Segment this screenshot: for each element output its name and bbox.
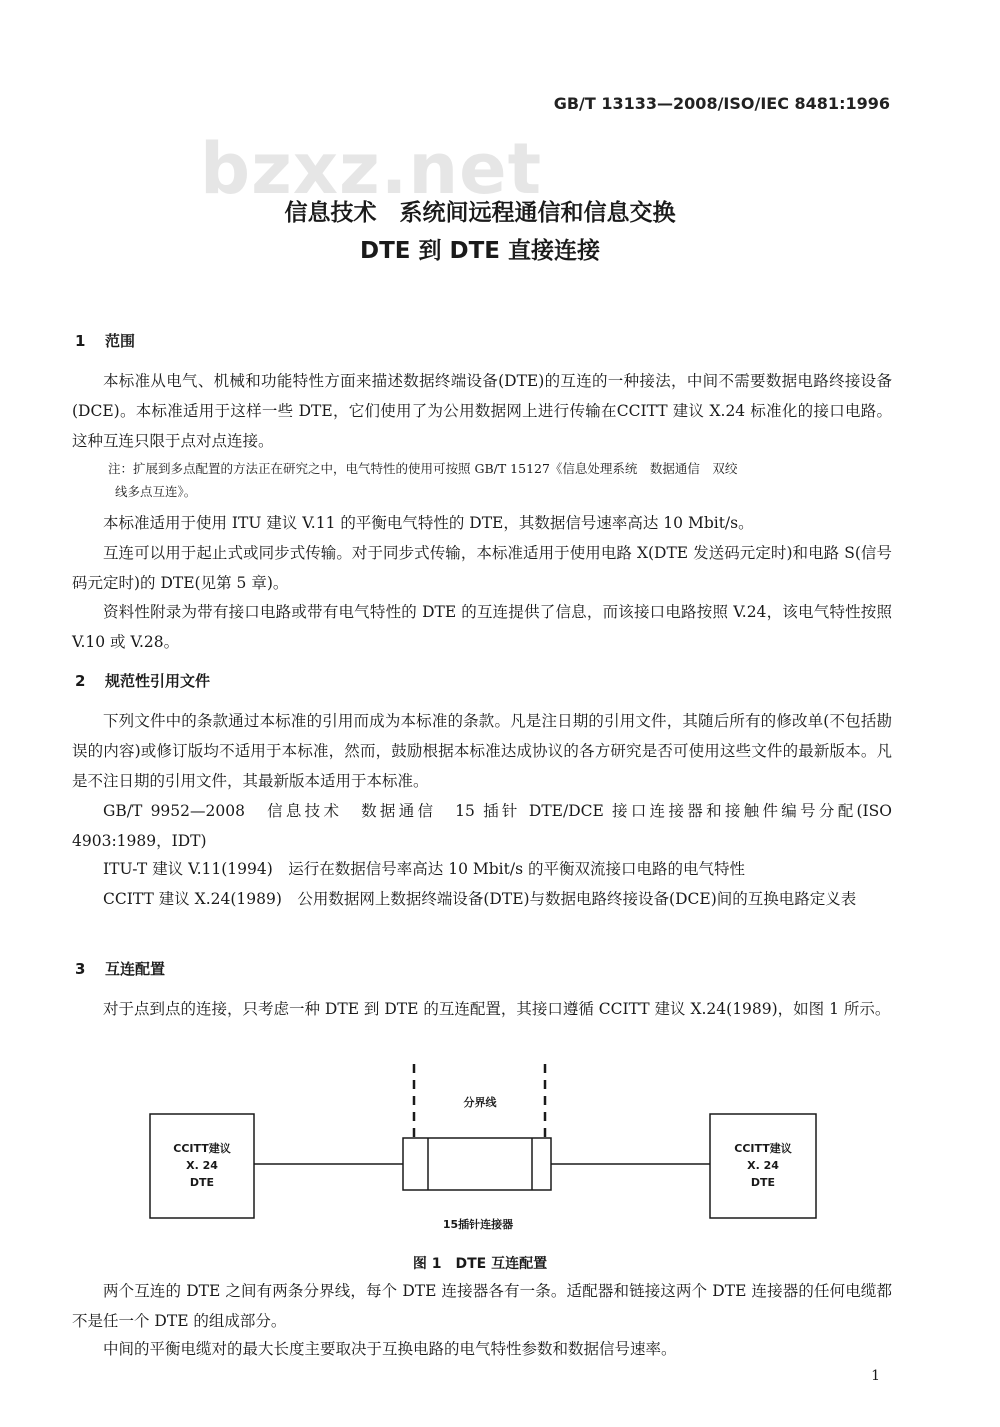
section-number: 2 xyxy=(75,672,86,690)
figure-caption: 图 1 DTE 互连配置 xyxy=(412,1256,548,1272)
standard-code: GB/T 13133—2008/ISO/IEC 8481:1996 xyxy=(553,94,890,113)
reference-2: ITU-T 建议 V.11(1994) 运行在数据信号率高达 10 Mbit/s 的平衡双流接口电路的电气特性 xyxy=(103,860,745,878)
connector-body xyxy=(403,1138,551,1190)
reference-1: GB/T 9952—2008 信息技术 数据通信 15 插针 DTE/DCE 接口连接器和接触件编号分配(ISO 4903:1989，IDT) xyxy=(72,802,892,850)
section-number: 1 xyxy=(75,332,86,350)
title-line-1: 信息技术 系统间远程通信和信息交换 xyxy=(284,200,676,226)
left-box-line-3: DTE xyxy=(189,1176,215,1189)
right-box-line-1: CCITT建议 xyxy=(734,1142,792,1155)
section-1-paragraph-4: 资料性附录为带有接口电路或带有电气特性的 DTE 的互连提供了信息，而该接口电路按照 V.24，该电气特性按照 V.10 或 V.28。 xyxy=(72,603,892,651)
right-box-line-2: X. 24 xyxy=(747,1159,779,1172)
section-1-note xyxy=(108,457,892,503)
left-box-line-1: CCITT建议 xyxy=(173,1142,231,1155)
reference-3: CCITT 建议 X.24(1989) 公用数据网上数据终端设备(DTE)与数据电路终接设备(DCE)间的互换电路定义表 xyxy=(103,890,857,908)
section-1-paragraph-1: 本标准从电气、机械和功能特性方面来描述数据终端设备(DTE)的互连的一种接法，中间不需要数据电路终接设备(DCE)。本标准适用于这样一些 DTE，它们使用了为公用数据网上进行传输在CCITT 建议 X.24 标准化的接口电路。这种互连只限于点对点连接。 xyxy=(72,372,892,450)
note-line-1: 注：扩展到多点配置的方法正在研究之中，电气特性的使用可按照 GB/T 15127《信息处理系统 数据通信 双绞 xyxy=(108,461,738,476)
section-3-heading xyxy=(75,958,165,979)
connector-label: 15插针连接器 xyxy=(442,1218,514,1231)
section-3-paragraph-1: 对于点到点的连接，只考虑一种 DTE 到 DTE 的互连配置，其接口遵循 CCITT 建议 X.24(1989)，如图 1 所示。 xyxy=(103,1000,891,1018)
section-2-paragraph-1: 下列文件中的条款通过本标准的引用而成为本标准的条款。凡是注日期的引用文件，其随后所有的修改单(不包括勘误的内容)或修订版均不适用于本标准，然而，鼓励根据本标准达成协议的各方研究是否可使用这些文件的最新版本。凡是不注日期的引用文件，其最新版本适用于本标准。 xyxy=(72,712,892,790)
left-box-line-2: X. 24 xyxy=(186,1159,218,1172)
section-1-heading xyxy=(75,330,135,351)
section-3-paragraph-2: 两个互连的 DTE 之间有两条分界线，每个 DTE 连接器各有一条。适配器和链接这两个 DTE 连接器的任何电缆都不是任一个 DTE 的组成部分。 xyxy=(72,1282,892,1330)
boundary-label: 分界线 xyxy=(463,1096,497,1109)
page-number: 1 xyxy=(871,1368,880,1384)
section-title: 互连配置 xyxy=(105,960,166,978)
right-box-line-3: DTE xyxy=(750,1176,776,1189)
watermark: bzxz.net xyxy=(200,128,543,210)
section-title: 范围 xyxy=(105,332,136,350)
section-1-paragraph-2: 本标准适用于使用 ITU 建议 V.11 的平衡电气特性的 DTE，其数据信号速率高达 10 Mbit/s。 xyxy=(103,514,754,532)
section-2-heading xyxy=(75,670,210,691)
section-1-paragraph-3: 互连可以用于起止式或同步式传输。对于同步式传输，本标准适用于使用电路 X(DTE 发送码元定时)和电路 S(信号码元定时)的 DTE(见第 5 章)。 xyxy=(72,544,892,592)
title-line-2: DTE 到 DTE 直接连接 xyxy=(359,238,600,264)
section-number: 3 xyxy=(75,960,86,978)
section-3-paragraph-3: 中间的平衡电缆对的最大长度主要取决于互换电路的电气特性参数和数据信号速率。 xyxy=(103,1340,677,1358)
note-line-2: 线多点互连》。 xyxy=(115,484,197,499)
section-title: 规范性引用文件 xyxy=(105,672,211,690)
dte-interconnection-diagram xyxy=(0,1056,1000,1246)
